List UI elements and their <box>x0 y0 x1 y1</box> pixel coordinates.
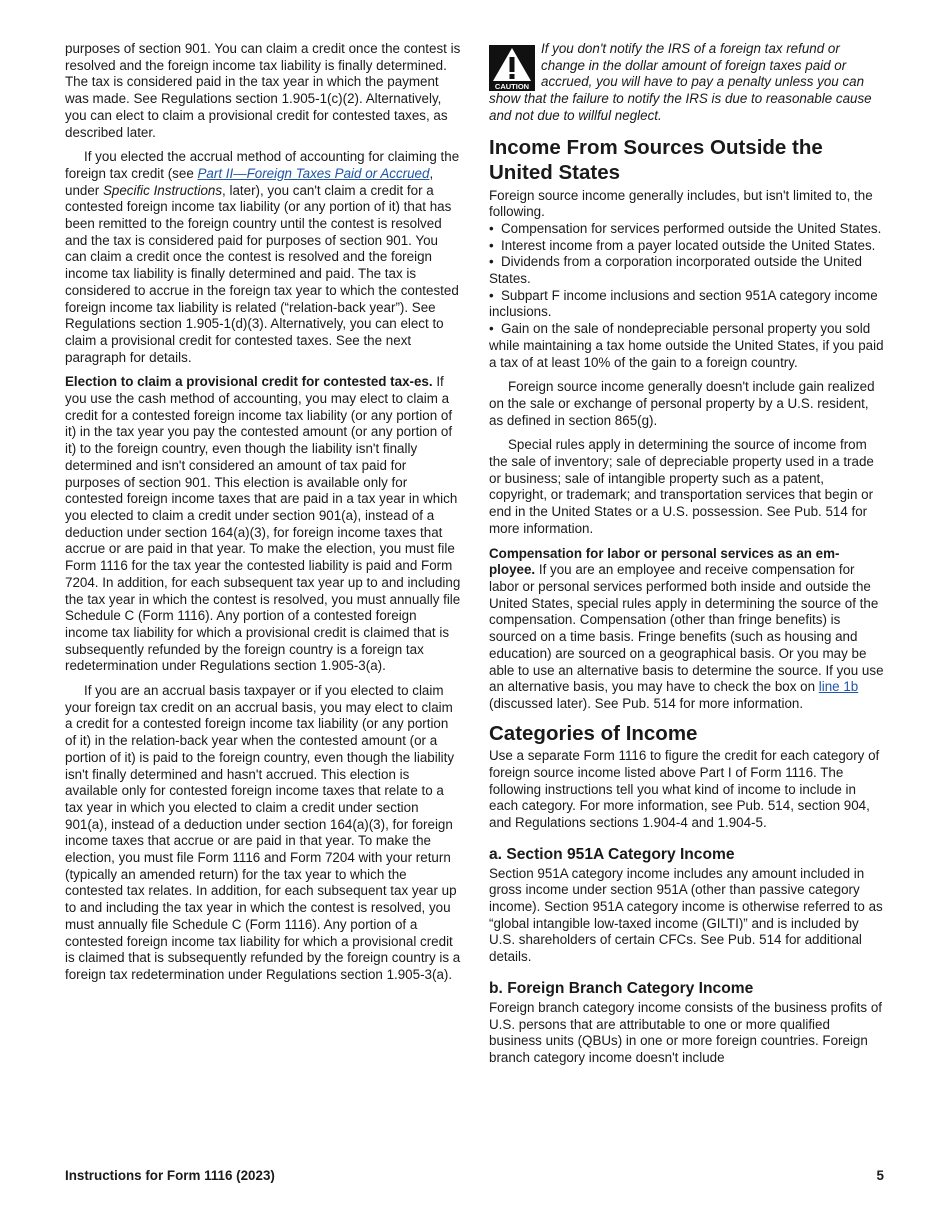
heading-section-951a: a. Section 951A Category Income <box>489 845 735 863</box>
list-item: • Interest income from a payer located outside the United States. <box>489 237 876 253</box>
caution-box <box>489 41 884 125</box>
bullet-icon: • <box>489 321 494 337</box>
link-part-ii[interactable]: Part II—Foreign Taxes Paid or Accrued <box>197 165 430 181</box>
caution-text: If you don't notify the IRS of a foreign tax refund or change in the dollar amount of foreign taxes paid or accrued, you will have to pay a penalty unless you can show that the failure to notify the IRS is due to reasonable cause and not due to willful neglect. <box>489 41 872 123</box>
list-item: • Compensation for services performed outside the United States. <box>489 220 882 236</box>
paragraph-foreign-branch: Foreign branch category income consists of the business profits of U.S. persons that are attributable to one or more qualified business units (QBUs) in one or more foreign countries. Foreign branch category income doesn't include <box>489 999 882 1065</box>
paragraph-accrual-method: If you elected the accrual method of accounting for claiming the foreign tax credit (see Part II—Foreign Taxes Paid or Accrued, under Specific Instructions, later), you can't claim a credit for a contested foreign income tax liability (or any portion of it) that has been remitted to the foreign country until the contest is resolved and the tax is considered paid for purposes of section 901. You can claim a credit once the contest is resolved and the foreign income tax liability is finally determined and paid. The tax is considered to accrue in the foreign tax year to which the contested foreign income tax liability is related (“relation-back year”). See Regulations section 1.905-1(d)(3). Alternatively, you can elect to claim a provisional credit for contested taxes. See the next paragraph for details. <box>65 149 460 365</box>
heading-income-sources: Income From Sources Outside the United States <box>489 135 823 185</box>
specific-instructions-ref: Specific Instructions <box>102 182 223 198</box>
bullet-icon: • <box>489 287 494 303</box>
paragraph-accrual-election: If you are an accrual basis taxpayer or if you elected to claim your foreign tax credit on an accrual basis, you may elect to claim a credit for a contested foreign income tax liability (or any portion of it) in the relation-back year when the contested amount (or a portion of it) is paid to the foreign country, even though the liability isn't finally determined and hasn't accrued. This election is available only for contested foreign income taxes that relate to a tax year in which you elected to claim a credit under section 901(a), instead of a deduction under section 164(a)(3), for foreign income taxes that accrue or are paid in that year. To make the election, you must file Form 1116 and Form 7204 with your return (typically an amended return) for the tax year to which the contested tax relates. In addition, for each subsequent tax year up to and including the tax year in which the contest is resolved, you must annually file Schedule C (Form 1116). Any portion of a contested foreign income tax liability for which a provisional credit is claimed that is subsequently refunded by the foreign country is a foreign tax redetermination under Regulations section 1.905-3(a). <box>65 683 461 982</box>
paragraph-951a: Section 951A category income includes any amount included in gross income under section 951A (other than passive category income). Section 951A category income is otherwise referred to as “global intangible low-taxed income (GILTI)” and is included by U.S. shareholders of certain CFCs. See Pub. 514 for additional details. <box>489 865 883 965</box>
sources-intro: Foreign source income generally includes, but isn't limited to, the following. <box>489 187 873 220</box>
footer-title: Instructions for Form 1116 (2023) <box>65 1168 275 1183</box>
heading-categories: Categories of Income <box>489 721 698 745</box>
left-column <box>65 41 461 992</box>
link-line-1b[interactable]: line 1b <box>818 679 859 695</box>
heading-foreign-branch: b. Foreign Branch Category Income <box>489 979 754 997</box>
list-item: • Gain on the sale of nondepreciable personal property you sold while maintaining a tax home outside the United States, if you paid a tax of at least 10% of the gain to a foreign country. <box>489 321 884 370</box>
paragraph-provisional-election: Election to claim a provisional credit for contested tax-es. If you use the cash method of accounting, you may elect to claim a credit for a contested foreign income tax liability (or any portion of it) in the tax year you pay the contested amount (or any portion of it) to the foreign country, even though the liability isn't finally determined and isn't considered an amount of tax paid for purposes of section 901. This election is available only for contested foreign income taxes that are paid in a tax year in which you elected to claim a credit under section 901(a), instead of a deduction under section 164(a)(3), for foreign income taxes that accrue or are paid in that year. To make the election, you must file Form 1116 for the tax year the contested liability is paid and Form 7204. In addition, for each subsequent tax year up to and including the tax year in which the contest is resolved, you must annually file Schedule C (Form 1116). Any portion of a contested foreign income tax liability for which a provisional credit is claimed that is subsequently refunded by the foreign country is a foreign tax redetermination under Regulations section 1.905-3(a). <box>65 374 461 674</box>
paragraph-contested-cash: purposes of section 901. You can claim a credit once the contest is resolved and the foreign income tax liability is finally determined. The tax is considered paid in the tax year in which the payment was made. See Regulations section 1.905-1(c)(2). Alternatively, you can elect to claim a provisional credit for contested taxes, as described later. <box>65 41 461 140</box>
run-in-heading-compensation: Compensation for labor or personal services as an em-ployee. <box>489 545 840 578</box>
page-number: 5 <box>876 1168 884 1183</box>
paragraph-categories: Use a separate Form 1116 to figure the credit for each category of foreign source income listed above Part I of Form 1116. The following instructions tell you what kind of income to include in each category. For more information, see Pub. 514, section 904, and Regulations sections 1.904-4 and 1.904-5. <box>489 748 880 830</box>
paragraph-gain: Foreign source income generally doesn't include gain realized on the sale or exchange of personal property by a U.S. resident, as defined in section 865(g). <box>489 379 875 428</box>
run-in-heading-election: Election to claim a provisional credit for contested tax-es. <box>65 374 433 390</box>
paragraph-compensation: Compensation for labor or personal services as an em-ployee. If you are an employee and receive compensation for labor or personal services performed both inside and outside the United States, special rules apply in determining the source of the compensation. Compensation (other than fringe benefits) is sourced on a time basis. Fringe benefits (such as housing and education) are sourced on a geographical basis. Or you may be able to use an alternative basis to determine the source. If you use an alternative basis, you may have to check the box on line 1b (discussed later). See Pub. 514 for more information. <box>489 545 884 711</box>
paragraph-special-rules: Special rules apply in determining the source of income from the sale of inventory; sale of depreciable property used in a trade or business; sale of intangible property such as a patent, copyright, or trademark; and transportation services that begin or end in the United States or a U.S. possession. See Pub. 514 for more information. <box>489 437 874 536</box>
bullet-icon: • <box>489 220 494 236</box>
caution-label: CAUTION <box>494 82 530 91</box>
list-item: • Dividends from a corporation incorporated outside the United States. <box>489 254 863 287</box>
bullet-icon: • <box>489 254 494 270</box>
list-item: • Subpart F income inclusions and section 951A category income inclusions. <box>489 287 878 320</box>
foreign-source-list <box>489 221 884 371</box>
caution-icon <box>489 45 535 91</box>
right-column <box>489 41 884 1075</box>
bullet-icon: • <box>489 237 494 253</box>
